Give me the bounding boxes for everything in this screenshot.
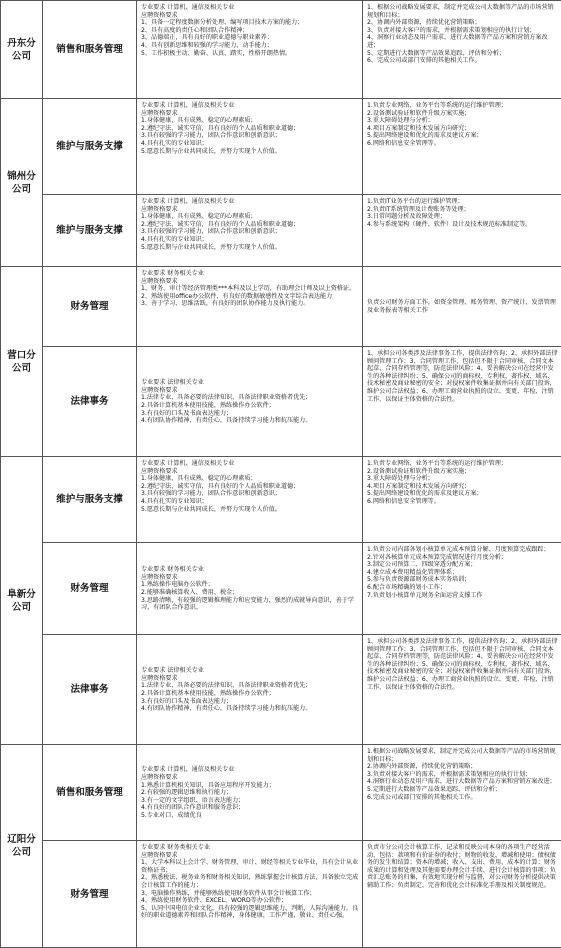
requirements-cell [137,267,363,347]
text-line: 2、协调内外部资源，持续优化营销策略； [367,19,559,27]
text-line: 5.愿意长期与企业共同成长，并努力实现个人价值。 [141,148,360,156]
text-line: 应聘资格要求 [141,12,360,20]
text-line: 专业要求 财务类相关专业 [141,844,360,852]
text-line: 应聘资格要求 [141,110,360,118]
text-line: 专业要求 计算机、通信及相关专业 [141,198,360,206]
position-name: 维护与服务支撑 [56,141,123,152]
text-line: 专业要求 计算机、通信及相关专业 [141,102,360,110]
text-line: 应聘资格要求 [141,852,360,860]
text-line: 3.具有较强的学习能力，团队合作意识和创新意识； [141,228,360,236]
text-line: 应聘资格要求 [141,774,360,782]
text-line: 3.日常问题分析及故障处理； [367,213,559,221]
duties-cell [363,841,561,948]
text-line: 6.完成公司或部门安排的其他相关工作。 [367,794,559,802]
text-line: 5、工作积极主动、勤奋、认真、踏实，性格开朗热情。 [141,50,360,58]
text-line: 5.定期进行大数据等产品效果追踪、评估和分析； [367,786,559,794]
text-line: 1.熟练操作电脑办公软件； [141,581,360,589]
text-line: 5.提出网络建设和优化的需求及建议方案； [367,132,559,140]
text-line: 5.愿意长期与企业共同成长，并努力实现个人价值。 [141,244,360,252]
table-row [1,841,561,948]
text-line: 2.遵纪守法，诚实守信，具有良好的个人品质和职业道德； [141,483,360,491]
text-line: 2.设备测试验证和软件升级方案实施； [367,468,559,476]
text-line: 4、洞察行业动态及用户需求，进行大数据等产品方案和营销方案改进； [367,34,559,49]
text-line: 7.负责划小核算单元财务全面运营支撑工作 [367,592,559,600]
text-line: 应聘资格要求 [141,206,360,214]
position-name: 财务管理 [70,889,108,900]
position-cell [43,99,137,195]
text-line: 5.参与负责资源部财务成本实务培训； [367,576,559,584]
text-line: 1、具备一定程度数据分析处理、编写项目技术方案的能力； [141,19,360,27]
duties-cell [363,635,561,745]
duties-cell [363,745,561,841]
table-row [1,267,561,347]
table-row [1,1,561,99]
requirements-cell [137,1,363,99]
text-line: 1、根据公司战略发展要求，制定并完成公司大数据等产品的市场营销规划和目标； [367,4,559,19]
position-name: 维护与服务支撑 [56,494,123,505]
text-line: 应聘资格要求 [141,468,360,476]
requirements-cell [137,745,363,841]
text-line: 4.具有扎实的专业知识； [141,498,360,506]
text-line: 4.有良好的团队合作意识和服务意识； [141,804,360,812]
text-line: 2.遵纪守法，诚实守信，具有良好的个人品质和职业道德； [141,125,360,133]
text-line: 4.洞察行业动态及用户需求，进行大数据等产品方案和营销方案改进； [367,778,559,786]
text-line: 2、熟悉税法、税务业务和财务相关知识，熟练掌握会计核算方法，具备独立完成会计核算工作的能力； [141,874,360,889]
text-line: 4.建立成本费用精益化管理体系； [367,569,559,577]
text-line: 4.有团队协作精神，有责任心，具备持续学习能力和抗压能力。 [141,705,360,713]
recruitment-table-body [1,1,561,948]
position-name: 财务管理 [70,301,108,312]
text-line: 1、财务、审计等经济管理类***本科及以上学历，有助理会计师及以上资格证。 [141,285,360,293]
text-line: 4.具有扎实的专业知识； [141,236,360,244]
text-line: 1.身体健康，具有成熟、稳定的心理素质； [141,213,360,221]
table-row [1,457,561,543]
text-line: 4.参与系统架构（硬件、软件）设计及技术规范标准制定等。 [367,221,559,229]
text-line: 1.负责公司内部各划小核算单元成本预算分解、月度预算完成跟踪； [367,546,559,554]
text-line: 专业要求 法律相关专业 [141,667,360,675]
position-cell [43,195,137,267]
table-row [1,347,561,457]
text-line: 专业要求 计算机、通信及相关专业 [141,766,360,774]
table-row [1,745,561,841]
text-line: 3、善于学习、思维活跃，有良好的团队协作能力及执行能力。 [141,300,360,308]
position-cell [43,1,137,99]
position-name: 销售和服务管理 [56,44,123,55]
branch-cell [1,745,43,948]
text-line: 1.负责专业网络、业务平台等系统的运行维护管理； [367,460,559,468]
duties-cell [363,1,561,99]
text-line: 3.有一定的文字组织、语言表达能力； [141,797,360,805]
position-cell [43,635,137,745]
text-line: 2.设备测试验证和软件升级方案实施； [367,110,559,118]
table-row [1,195,561,267]
requirements-cell [137,99,363,195]
table-row [1,635,561,745]
text-line: 3.有良好的口头及书面表达能力； [141,410,360,418]
text-line: 1、承担公司各类涉及法律事务工作，提供法律咨询；2、承担外部法律顾问管理工作；3、合同管理工作，包括但不限于合同审核、合同文本起草、合同存档管理等，防范法律风险；4、妥善解决公司在经营中发生的各种法律纠纷；5、确保公司的商标权、专利权、著作权、域名、技术秘密及商业秘密的安全；对侵权案件收集证据并向有关部门投诉，维护公司合法权益；6、办理工商营业执照的设立、变更、年检、注销工作，以保证主体资格的合法性。 [367,350,559,403]
text-line: 1.法律专业，具备必要的法律知识，具备法律职业资格者优先； [141,394,360,402]
text-line: 3.制定公司预算二、四级穿透分配方案； [367,561,559,569]
text-line: 专业要求 法律相关专业 [141,379,360,387]
text-line: 1.身体健康，具有成熟、稳定的心理素质； [141,475,360,483]
position-name: 财务管理 [70,583,108,594]
text-line: 4.有团队协作精神，有责任心，具备持续学习能力和抗压能力。 [141,417,360,425]
requirements-cell [137,841,363,948]
text-line: 3.具有较强的学习能力，团队合作意识和创新意识； [141,490,360,498]
text-line: 1.负责专业网络、业务平台等系统的运行维护管理； [367,102,559,110]
text-line: 专业要求 财务相关专业 [141,270,360,278]
duties-cell [363,267,561,347]
text-line: 5.提出网络建设和优化的需求及建议方案； [367,490,559,498]
text-line: 专业要求 计算机、通信及相关专业 [141,4,360,12]
text-line: 4、熟练使用财务软件、EXCEL、WORD等办公软件； [141,897,360,905]
duties-cell [363,99,561,195]
branch-cell [1,1,43,99]
text-line: 应聘资格要求 [141,675,360,683]
text-line: 4.项目方案制定和技术发展方向研究； [367,125,559,133]
text-line: 3.有良好的口头及书面表达能力； [141,698,360,706]
text-line: 1.法律专业，具备必要的法律知识，具备法律职业资格者优先； [141,682,360,690]
text-line: 负责公司财务方面工作，如资金管理、账务管理、资产统计、发票管理及业务报表等相关工作 [367,299,559,314]
text-line: 2.有较强的逻辑思维和执行能力； [141,789,360,797]
position-name: 销售和服务管理 [56,787,123,798]
requirements-cell [137,543,363,635]
text-line: 2.具备计算机基本使用技能，熟练操作办公软件； [141,690,360,698]
requirements-cell [137,635,363,745]
text-line: 1.身体健康，具有成熟、稳定的心理素质； [141,117,360,125]
position-cell [43,267,137,347]
text-line: 2.具备计算机基本使用技能，熟练操作办公软件； [141,402,360,410]
text-line: 2.针对各核算单元成本预算完成情况进行月度分析； [367,554,559,562]
branch-name: 锦州分 公司 [7,171,36,195]
branch-name: 阜新分 公司 [7,589,36,613]
text-line: 1、承担公司各类涉及法律事务工作，提供法律咨询；2、承担外部法律顾问管理工作；3、合同管理工作，包括但不限于合同审核、合同文本起草、合同存档管理等，防范法律风险；4、妥善解决公司在经营中发生的各种法律纠纷；5、确保公司的商标权、专利权、著作权、域名、技术秘密及商业秘密的安全；对侵权案件收集证据并向有关部门投诉，维护公司合法权益；6、办理工商营业执照的设立、变更、年检、注销工作，以保证主体资格的合法性。 [367,638,559,691]
branch-cell [1,457,43,745]
text-line: 2.遵纪守法，诚实守信，具有良好的个人品质和职业道德； [141,221,360,229]
position-name: 维护与服务支撑 [56,225,123,236]
text-line: 专业要求 计算机、通信及相关专业 [141,460,360,468]
table-row [1,99,561,195]
text-line: 3.重大障碍处理与分析； [367,117,559,125]
text-line: 3、电脑操作熟练，并能够熟练使用财务软件从事会计核算工作； [141,890,360,898]
text-line: 应聘资格要求 [141,387,360,395]
text-line: 1.负责IT业务平台的运行维护管理； [367,198,559,206]
text-line: 6.配合市场精确的划小工作； [367,584,559,592]
text-line: 应聘资格要求 [141,278,360,286]
requirements-cell [137,347,363,457]
text-line: 4.具有扎实的专业知识； [141,140,360,148]
text-line: 3.具有较强的学习能力，团队合作意识和创新意识； [141,132,360,140]
position-cell [43,543,137,635]
position-cell [43,841,137,948]
text-line: 2、熟练使用office办公软件，有良好的数据敏感性及文字综合表达能力 [141,293,360,301]
text-line: 应聘资格要求 [141,574,360,582]
duties-cell [363,347,561,457]
branch-cell [1,99,43,267]
text-line: 2.能够准确核算收入、费用、税金； [141,589,360,597]
requirements-cell [137,195,363,267]
text-line: 6.网络和信息安全管理等。 [367,140,559,148]
position-cell [43,745,137,841]
branch-cell [1,267,43,457]
text-line: 1、大学本科以上会计学、财务管理、审计、财经等相关专业毕业，具有会计从业资格证书； [141,859,360,874]
duties-cell [363,457,561,543]
text-line: 3.思路清晰，有较强的逻辑推理能力和应变能力，强烈的成就导向意识，善于学习，有团队合作意识。 [141,597,360,612]
position-cell [43,457,137,543]
duties-cell [363,195,561,267]
text-line: 6.网络和信息安全管理等。 [367,498,559,506]
text-line: 4、具有创新思维和较强的学习能力，动手能力； [141,42,360,50]
branch-name: 丹东分 公司 [7,38,36,62]
requirements-cell [137,457,363,543]
table-row [1,543,561,635]
text-line: 5、认同中国电信企业文化，具有较强的逻辑思维能力、判断、人际沟通能力，良好的职业道德素养和团队合作精神，身体健康，工作严谨、敬业、责任心强。 [141,905,360,920]
text-line: 1.熟悉计算机相关知识，具备应用程序开发能力； [141,782,360,790]
branch-name: 辽阳分 公司 [7,834,36,858]
text-line: 3、品德端正，具有良好的职业道德与职业素养； [141,34,360,42]
text-line: 4.项目方案制定和技术发展方向研究； [367,483,559,491]
position-name: 法律事务 [70,684,108,695]
position-name: 法律事务 [70,396,108,407]
text-line: 3.负责对接大客户的需求，并根据需求策划相应的执行计划； [367,771,559,779]
text-line: 5.愿意长期与企业共同成长，并努力实现个人价值。 [141,506,360,514]
branch-name: 营口分 公司 [7,350,36,374]
text-line: 5、定期进行大数据等产品效果追踪、评估和分析； [367,50,559,58]
text-line: 2.负责IT系统管理及计费账务等处理； [367,206,559,214]
text-line: 专业要求 财务相关专业 [141,566,360,574]
text-line: 3.重大障碍处理与分析； [367,475,559,483]
text-line: 2.协调内外部资源，持续优化营销策略； [367,763,559,771]
text-line: 5.专业对口，成绩优良 [141,812,360,820]
duties-cell [363,543,561,635]
text-line: 3、负责对接大客户的需求，并根据需求策划相应的执行计划； [367,27,559,35]
text-line: 6、完成公司或部门安排的其他相关工作。 [367,57,559,65]
text-line: 负责市分公司会计核算工作，记录和反映公司本身的各项生产经营活动，包括：款项和有价证券的收付；财物的收发、增减和使用；债权债务的发生和结算；资本的增减；收入、支出、费用、成本的计算；财务成果的计算和处理及其他需要办理会计手续、进行会计核算的事项；负责汇总账务的归集，有效地实现分析与监督，对公司财务分析提供决策辅助工作；负责制定、完善和优化会计标准化手册及相关制度规范。 [367,844,559,890]
text-line: 1.根据公司战略发展要求，制定并完成公司大数据等产品的市场营销规划和目标； [367,748,559,763]
position-cell [43,347,137,457]
text-line: 2、具有高度的责任心和团队合作精神； [141,27,360,35]
